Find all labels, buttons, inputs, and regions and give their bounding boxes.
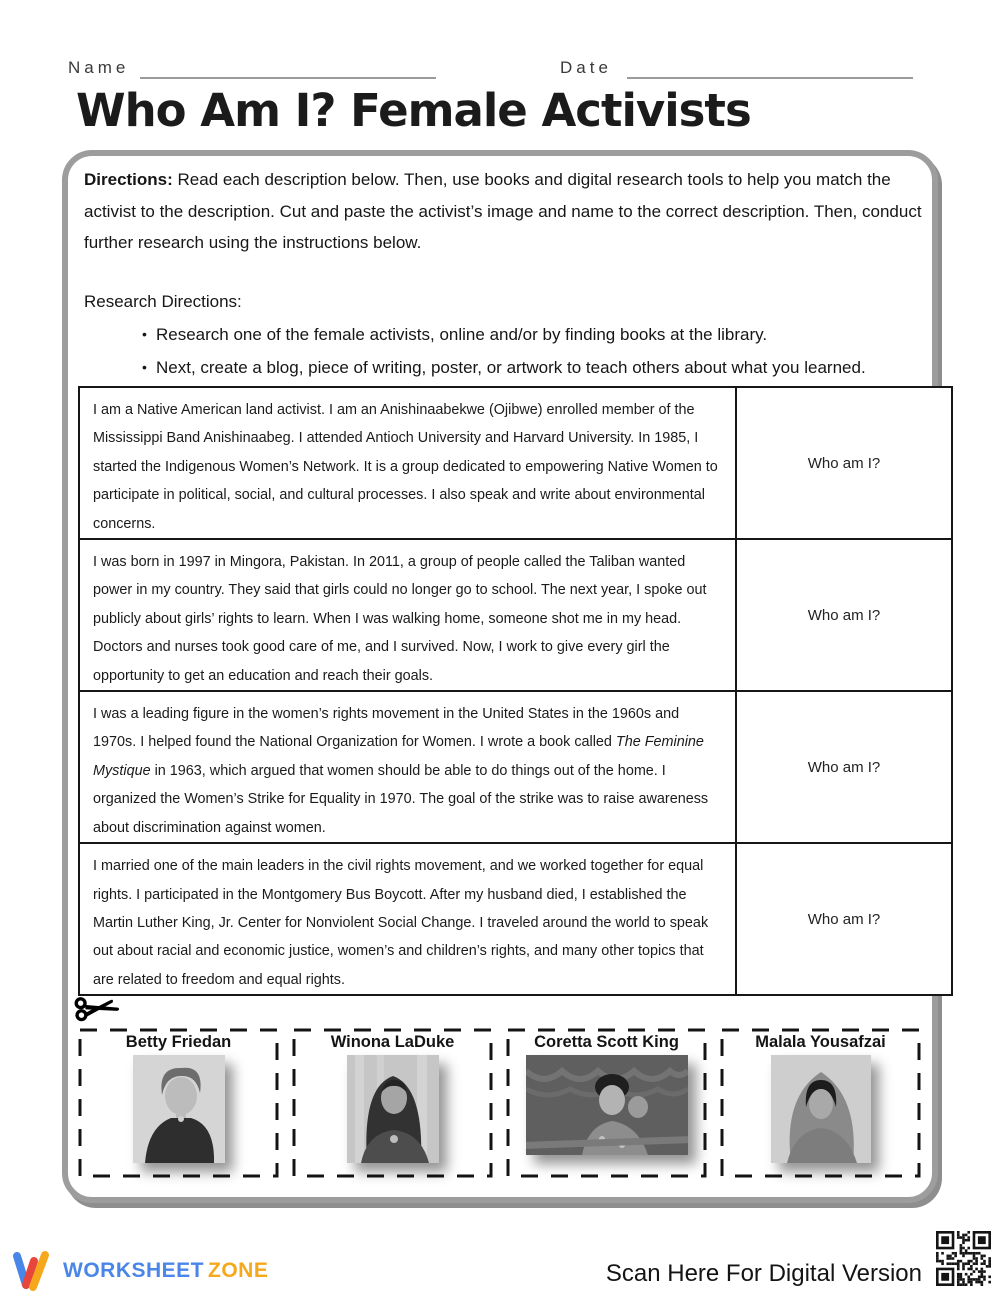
winona-laduke-photo xyxy=(347,1055,439,1163)
bullet-icon: • xyxy=(142,326,147,342)
description-3-part-1: I was a leading figure in the women’s rights movement in the United States in the 1960s and 1970s. I helped found the National Organization for Women. I wrote a book called xyxy=(93,706,680,751)
book-title-italic: The Feminine Mystique xyxy=(93,734,704,779)
research-directions xyxy=(84,286,932,384)
cutout-card-betty-friedan[interactable] xyxy=(78,1028,279,1178)
research-heading: Research Directions: xyxy=(84,292,242,311)
research-bullet-1-text: Research one of the female activists, online and/or by finding books at the library. xyxy=(156,325,768,344)
date-label: Date xyxy=(560,58,612,77)
date-blank-line[interactable] xyxy=(627,77,913,79)
bullet-icon: • xyxy=(142,359,147,375)
cutout-card-malala-yousafzai[interactable] xyxy=(720,1028,921,1178)
who-am-i-cell-4[interactable]: Who am I? xyxy=(736,843,952,995)
directions-paragraph xyxy=(84,164,924,259)
description-3-part-2: in 1963, which argued that women should be able to do things out of the home. I organized the Women’s Strike for Equality in 1970. The goal of the strike was to raise awareness about discrimination against women. xyxy=(93,762,709,836)
name-blank-line[interactable] xyxy=(140,77,436,79)
scan-here-text: Scan Here For Digital Version xyxy=(605,1260,922,1287)
activist-name-label: Coretta Scott King xyxy=(534,1033,679,1051)
page-title: Who Am I? Female Activists xyxy=(76,84,751,137)
activist-name-label: Malala Yousafzai xyxy=(755,1033,886,1051)
table-row xyxy=(79,843,952,995)
activist-description-2: I was born in 1997 in Mingora, Pakistan. In 2011, a group of people called the Taliban wanted power in my country. They said that girls could no longer go to school. The next year, I spoke out publicly about girls’ rights to learn. When I was walking home, someone shot me in my head. Doctors and nurses took good care of me, and I survived. Now, I work to give every girl the opportunity to get an education and reach their goals. xyxy=(79,539,736,691)
cutout-card-coretta-scott-king[interactable] xyxy=(506,1028,707,1178)
activist-description-1: I am a Native American land activist. I am an Anishinaabekwe (Ojibwe) enrolled member of the Mississippi Band Anishinaabeg. I attended Antioch University and Harvard University. In 1985, I started the Indigenous Women’s Network. It is a group dedicated to empowering Native Women to participate in political, social, and cultural processes. I also speak and write about environmental concerns. xyxy=(79,387,736,539)
coretta-scott-king-photo xyxy=(526,1055,688,1155)
research-bullet-1 xyxy=(84,318,932,351)
cutout-strip xyxy=(78,1028,922,1178)
scissors-icon xyxy=(73,992,123,1023)
activist-name-label: Betty Friedan xyxy=(125,1033,232,1051)
name-label: Name xyxy=(68,58,130,77)
worksheet-body-panel xyxy=(62,150,938,1203)
table-row xyxy=(79,387,952,539)
qr-code xyxy=(934,1226,992,1290)
activist-description-4: I married one of the main leaders in the civil rights movement, and we worked together for equal rights. I participated in the Montgomery Bus Boycott. After my husband died, I established the Martin Luther King, Jr. Center for Nonviolent Social Change. I traveled around the world to speak out about racial and economic justice, women’s and children’s rights, and many other topics that are related to freedom and equal rights. xyxy=(79,843,736,995)
activist-name-label: Winona LaDuke xyxy=(330,1033,455,1051)
brand-word-zone: ZONE xyxy=(208,1259,269,1282)
who-am-i-cell-3[interactable]: Who am I? xyxy=(736,691,952,843)
logo-w-icon xyxy=(12,1250,56,1292)
brand-word-worksheet: WORKSHEET xyxy=(63,1259,204,1282)
who-am-i-cell-1[interactable]: Who am I? xyxy=(736,387,952,539)
directions-text: Read each description below. Then, use books and digital research tools to help you match the activist to the description. Cut and paste the activist’s image and name to the correct description. Then, conduct further research using the instructions below. xyxy=(84,170,922,252)
cutout-card-winona-laduke[interactable] xyxy=(292,1028,493,1178)
table-row xyxy=(79,691,952,843)
research-bullet-2 xyxy=(84,351,932,384)
malala-yousafzai-photo xyxy=(771,1055,871,1163)
activist-table xyxy=(78,386,953,996)
table-row xyxy=(79,539,952,691)
research-bullet-2-text: Next, create a blog, piece of writing, poster, or artwork to teach others about what you learned. xyxy=(156,358,866,377)
betty-friedan-photo xyxy=(133,1055,225,1163)
directions-label: Directions: xyxy=(84,170,173,189)
activist-description-3 xyxy=(79,691,736,843)
who-am-i-cell-2[interactable]: Who am I? xyxy=(736,539,952,691)
worksheetzone-logo xyxy=(12,1250,268,1292)
